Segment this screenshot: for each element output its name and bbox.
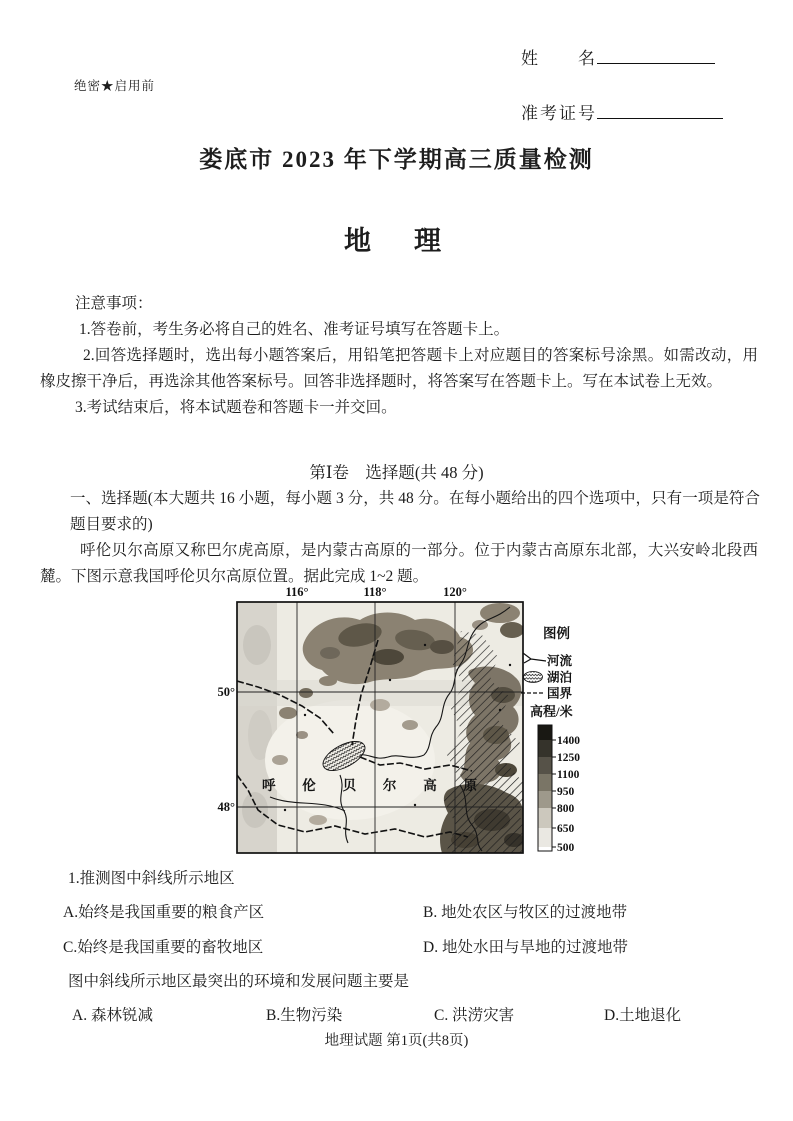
question-2-stem: 图中斜线所示地区最突出的环境和发展问题主要是 [68, 973, 410, 990]
lat-label-50: 50° [217, 685, 235, 699]
lat-label-48: 48° [217, 800, 235, 814]
option-c: C.始终是我国重要的畜牧地区 [63, 939, 264, 956]
name-label: 姓 名 [521, 49, 597, 68]
notice-item-1: 1.答卷前，考生务必将自己的姓名、准考证号填写在答题卡上。 [79, 321, 510, 338]
question-2-options [40, 1003, 758, 1025]
elev-tick-1250: 1250 [557, 752, 580, 764]
elevation-title: 高程/米 [530, 704, 573, 719]
exam-no-blank-line [597, 103, 723, 119]
question-1 [40, 866, 758, 892]
hulunbuir-plateau-map [210, 585, 600, 865]
section-heading: 第Ⅰ卷 选择题(共 48 分) [309, 463, 484, 482]
page-footer: 地理试题 第1页(共8页) [324, 1033, 469, 1049]
river-legend-icon [523, 653, 546, 663]
elev-tick-950: 950 [557, 786, 575, 798]
lon-label-118: 118° [363, 585, 387, 599]
legend-border-label: 国界 [547, 686, 573, 701]
notice-section [40, 291, 758, 421]
question-1-stem: 1.推测图中斜线所示地区 [68, 870, 235, 887]
option-a: A. 森林锐减 [72, 1007, 153, 1024]
option-b: B.生物污染 [266, 1007, 343, 1024]
exam-no-field-row [521, 99, 723, 124]
question-1-options-ab [40, 900, 758, 922]
elev-tick-800: 800 [557, 803, 575, 815]
option-a: A.始终是我国重要的粮食产区 [63, 904, 265, 921]
name-field-row [521, 44, 715, 69]
elev-tick-1100: 1100 [557, 769, 580, 781]
map-region-label: 呼伦贝尔高原 [262, 778, 477, 793]
exam-no-label: 准考证号 [521, 104, 597, 123]
elev-tick-1400: 1400 [557, 735, 580, 747]
option-d: D. 地处水田与旱地的过渡地带 [423, 939, 628, 956]
option-d: D.土地退化 [604, 1007, 682, 1024]
option-c: C. 洪涝灾害 [434, 1007, 515, 1024]
lon-label-116: 116° [285, 585, 309, 599]
lake-legend-icon [524, 672, 543, 683]
question-1-options-cd [40, 935, 758, 957]
notice-item-3: 3.考试结束后，将本试题卷和答题卡一并交回。 [75, 399, 397, 416]
notice-item-2: 2.回答选择题时，选出每小题答案后，用铅笔把答题卡上对应题目的答案标号涂黑。如需改动，用橡皮擦干净后，再选涂其他答案标号。回答非选择题时，将答案写在答题卡上。写在本试卷上无效。 [40, 347, 758, 390]
section-intro: 一、选择题(本大题共 16 小题，每小题 3 分，共 48 分。在每小题给出的四个选项中，只有一项是符合题目要求的) [70, 490, 760, 533]
elevation-colorbar [538, 725, 580, 854]
question-2 [40, 969, 758, 995]
question-passage: 呼伦贝尔高原又称巴尔虎高原，是内蒙古高原的一部分。位于内蒙古高原东北部，大兴安岭北段西麓。下图示意我国呼伦贝尔高原位置。据此完成 1~2 题。 [40, 542, 758, 585]
legend-river-label: 河流 [547, 654, 573, 668]
lon-label-120: 120° [443, 585, 467, 599]
map-legend [521, 625, 580, 854]
legend-lake-label: 湖泊 [547, 670, 573, 685]
secrecy-notice: 绝密★启用前 [74, 79, 156, 93]
name-blank-line [597, 48, 715, 64]
elev-tick-500: 500 [557, 842, 575, 854]
option-b: B. 地处农区与牧区的过渡地带 [423, 904, 628, 921]
exam-subject: 地 理 [344, 226, 449, 256]
notice-heading: 注意事项： [75, 295, 153, 312]
exam-title: 娄底市 2023 年下学期高三质量检测 [199, 147, 594, 172]
elev-tick-650: 650 [557, 823, 575, 835]
legend-title: 图例 [543, 626, 570, 641]
